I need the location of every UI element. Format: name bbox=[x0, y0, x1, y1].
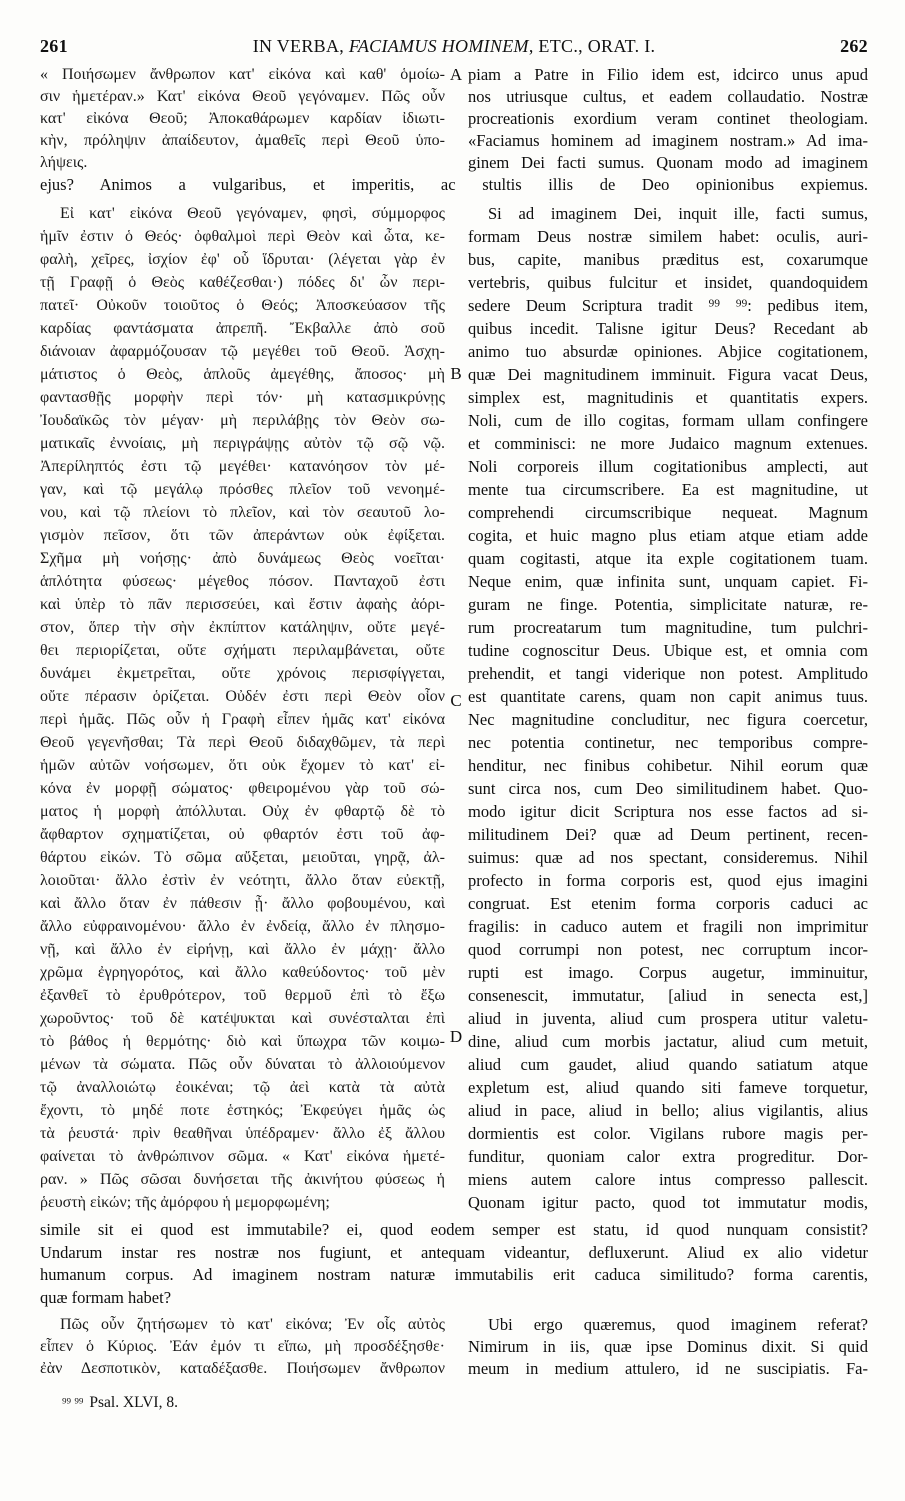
greek-column-closing bbox=[40, 1314, 445, 1380]
greek-text-line: ῥευστὴ εἰκών; τῆς ἀμόρφου ἡ μεμορφωμένη; bbox=[40, 1193, 330, 1211]
latin-text-line: quæ Dei magnitudinem imminuit. Figura vacat Deus, bbox=[468, 364, 868, 384]
latin-text-line: piam a Patre in Filio idem est, idcirco unus apud bbox=[468, 65, 868, 84]
latin-spanning-paragraph bbox=[40, 1219, 868, 1309]
latin-text-line: humanum corpus. Ad imaginem nostram naturæ immutabilis erit caduca similitudo? forma carentis, bbox=[40, 1265, 868, 1284]
greek-text-line: φαντασθῇς μορφὴν περὶ τόν· μὴ κατασμικρύνῃς bbox=[40, 388, 445, 406]
greek-text-line: σιν ἡμετέραν.» Κατ' εἰκόνα Θεοῦ γεγόναμεν. Πῶς οὖν bbox=[40, 88, 445, 105]
latin-text-line: Nimirum in iis, quæ ipse Dominus dixit. Si quid bbox=[468, 1337, 868, 1356]
running-header bbox=[40, 34, 868, 58]
latin-text-line: quam cogitasti, atque ita exple cogitationem tuam. bbox=[468, 548, 868, 568]
greek-text-line: ἐξανθεῖ τὸ ἐρυθρότερον, τοῦ θερμοῦ ἐπὶ τὸ ἔξω bbox=[40, 986, 445, 1004]
latin-text-line: Si ad imaginem Dei, inquit ille, facti sumus, bbox=[488, 203, 868, 223]
latin-text-line: bus, capite, manibus præditus est, coxarumque bbox=[468, 249, 868, 269]
latin-text-line: comprehendi circumscribique nequeat. Magnum bbox=[468, 502, 868, 522]
latin-column-closing bbox=[468, 1314, 868, 1380]
latin-column-main bbox=[468, 202, 868, 1214]
latin-text-line: procreationis exordium veram continet theologiam. bbox=[468, 109, 868, 128]
greek-text-line: καρδίας φαντάσματα ἀπρεπῆ. Ἔκβαλλε ἀπὸ σοῦ bbox=[40, 319, 445, 337]
greek-text-line: χρῶμα ἐγρηγορότος, καὶ ἄλλο καθεύδοντος· τοῦ μὲν bbox=[40, 963, 445, 981]
latin-text-line: est quantitate carens, quam non capit animus tuus. bbox=[468, 686, 868, 706]
greek-text-line: θάρτου εἰκών. Τὸ σῶμα αὔξεται, μειοῦται, γηρᾷ, ἀλ- bbox=[40, 848, 445, 866]
latin-text-line: Quonam igitur pacto, quod tot immutatur modis, bbox=[468, 1192, 868, 1212]
greek-text-line: ἔχοντι, τὸ μηδέ ποτε ἑστηκός; Ἐκφεύγει ἡμᾶς ὡς bbox=[40, 1101, 445, 1119]
latin-text-line: aliud cum gaudet, aliud quando satiatum atque bbox=[468, 1054, 868, 1074]
margin-letter-a: A bbox=[449, 65, 463, 84]
greek-text-line: τῷ ἀναλλοιώτῳ ἐοικέναι; τῷ ἀεὶ κατὰ τὰ αὐτὰ bbox=[40, 1078, 445, 1096]
latin-text-line: henditur, nec finibus cohibetur. Nihil eorum quæ bbox=[468, 755, 868, 775]
latin-text-line: profecto in forma corporis est, quod ejus imagini bbox=[468, 870, 868, 890]
running-title bbox=[253, 34, 656, 58]
greek-text-line: περὶ ἡμᾶς. Πῶς οὖν ἡ Γραφὴ εἶπεν ἡμᾶς κατ' εἰκόνα bbox=[40, 710, 445, 728]
latin-text-line: ginem Dei facti sumus. Quonam modo ad imaginem bbox=[468, 153, 868, 172]
latin-text-line: Noli corporeis illum cogitationibus amplecti, aut bbox=[468, 456, 868, 476]
greek-text-line: στον, ὅπερ τὴν σὴν ἐκπίπτον κατάληψιν, οὔτε μεγέ- bbox=[40, 618, 445, 636]
latin-text-line: expletum est, aliud quando siti fameve torquetur, bbox=[468, 1077, 868, 1097]
greek-text-line: τῇ Γραφῇ ὁ Θεὸς καθέζεσθαι·) πόδες δι' ὧν περι- bbox=[40, 273, 445, 291]
latin-text-line: tudine cognoscitur Deus. Ubique est, et omnia com bbox=[468, 640, 868, 660]
greek-text-line: Πῶς οὖν ζητήσωμεν τὸ κατ' εἰκόνα; Ἐν οἷς αὐτὸς bbox=[60, 1316, 445, 1333]
greek-text-line: ἄφθαρτον σχηματίζεται, οὐ φθαρτόν ἐστι τοῦ ἀφ- bbox=[40, 825, 445, 843]
greek-text-line: « Ποιήσωμεν ἄνθρωπον κατ' εἰκόνα καὶ καθ' ὁμοίω- bbox=[40, 66, 445, 83]
greek-column-main bbox=[40, 202, 445, 1214]
greek-column-intro bbox=[40, 64, 445, 174]
greek-text-line: ματικαῖς ἐννοίαις, μὴ περιγράψῃς αὐτὸν τῷ σῷ νῷ. bbox=[40, 434, 445, 452]
running-title-start: IN VERBA, bbox=[252, 36, 349, 56]
footnote-marker: ⁹⁹ ⁹⁹ bbox=[62, 1395, 84, 1410]
greek-text-line: ἡμῶν αὐτῶν νοήσωμεν, ὅτι οὐκ ἔχομεν τὸ κατ' εἰ- bbox=[40, 756, 445, 774]
running-title-italic: FACIAMUS HOMINEM bbox=[348, 36, 529, 56]
greek-text-line: τὰ ῥευστά· πρὶν θεαθῆναι ὑπέδραμεν· ἄλλο ἐξ ἄλλου bbox=[40, 1124, 445, 1142]
latin-text-line: cogita, et huic magno plus etiam atque etiam adde bbox=[468, 525, 868, 545]
running-title-end: , ETC., ORAT. I. bbox=[528, 36, 656, 56]
greek-text-line: οὔτε πέρασιν ὁρίζεται. Οὐδέν ἐστι περὶ Θεὸν οἷον bbox=[40, 687, 445, 705]
page-number-right: 262 bbox=[840, 36, 868, 56]
footnote bbox=[62, 1392, 178, 1414]
greek-text-line: νου, καὶ τῷ πλείονι τὸ πλεῖον, καὶ τὸν σεαυτοῦ λο- bbox=[40, 503, 445, 521]
latin-text-line: nos utriusque cultus, et eadem collaudatio. Nostræ bbox=[468, 87, 868, 106]
latin-text-line: fragilis: in caduco autem et fragili non imprimitur bbox=[468, 916, 868, 936]
latin-text-line: rupti est imago. Corpus augetur, imminuitur, bbox=[468, 962, 868, 982]
latin-text-line: ejus? Animos a vulgaribus, et imperitis, ac stultis illis de Deo opinionibus expiemus. bbox=[40, 175, 868, 194]
greek-text-line: γαν, καὶ τῷ μεγάλῳ πρόσθες πλεῖον τοῦ νενοημέ- bbox=[40, 480, 445, 498]
greek-text-line: πατεῖ· Οὐκοῦν τοιοῦτος ὁ Θεός; Ἀποσκεύασον τῆς bbox=[40, 296, 445, 314]
latin-text-line: meum in medium attulero, id ne suscipiatis. Fa- bbox=[468, 1359, 868, 1378]
greek-text-line: Θεοῦ γεγενῆσθαι; Τὰ περὶ Θεοῦ διδαχθῶμεν, τὰ περὶ bbox=[40, 733, 445, 751]
latin-text-line: Nec magnitudine concluditur, nec figura coercetur, bbox=[468, 709, 868, 729]
latin-text-line: formam Deus nostræ similem habet: oculis, auri- bbox=[468, 226, 868, 246]
latin-text-line: guram ne finge. Potentia, simplicitate naturæ, re- bbox=[468, 594, 868, 614]
greek-text-line: ἡμῖν ἐστιν ὁ Θεός· ὀφθαλμοὶ περὶ Θεὸν καὶ ὦτα, κε- bbox=[40, 227, 445, 245]
margin-letter-d: D bbox=[449, 1027, 463, 1046]
latin-text-line: miens autem calore intus compresso pallescit. bbox=[468, 1169, 868, 1189]
greek-text-line: διάνοιαν ἀφαρμόζουσαν τῷ μεγέθει τοῦ Θεοῦ. Ἀσχη- bbox=[40, 342, 445, 360]
latin-text-line: «Faciamus hominem ad imaginem nostram.» Ad ima- bbox=[468, 131, 868, 150]
latin-text-line: rum procreatarum tum magnitudine, tum pulchri- bbox=[468, 617, 868, 637]
greek-text-line: φαλὴ, χεῖρες, ἰσχίον ἐφ' οὗ ἵδρυται· (λέγεται γὰρ ἐν bbox=[40, 250, 445, 268]
latin-text-line: vertebris, quibus fulcitur et insidet, quandoquidem bbox=[468, 272, 868, 292]
latin-text-line: prehendit, et tangi viderique non potest. Amplitudo bbox=[468, 663, 868, 683]
latin-text-line: aliud in juventa, aliud cum prospera utitur valetu- bbox=[468, 1008, 868, 1028]
latin-text-line: dormientis est color. Vigilans rubore magis per- bbox=[468, 1123, 868, 1143]
latin-text-line: simile sit ei quod est immutabile? ei, quod eodem semper est statu, id quod nunquam consistit? bbox=[40, 1220, 868, 1239]
latin-text-line: quod corrumpi non potest, nec corruptum incor- bbox=[468, 939, 868, 959]
greek-text-line: κόνα ἐν μορφῇ σώματος· φθειρομένου γὰρ τοῦ σώ- bbox=[40, 779, 445, 797]
greek-text-line: φαίνεται τὸ ἀνθρώπινον σῶμα. « Κατ' εἰκόνα ἡμετέ- bbox=[40, 1147, 445, 1165]
latin-text-line: Neque enim, quæ infinita sunt, unquam capiet. Fi- bbox=[468, 571, 868, 591]
greek-text-line: Σχῆμα μὴ νοήσῃς· ἀπὸ δυνάμεως Θεὸς νοεῖται· bbox=[40, 549, 445, 567]
footnote-text: Psal. XLVI, 8. bbox=[89, 1394, 178, 1411]
greek-text-line: χωροῦντος· τοῦ δὲ κατέψυκται καὶ συνέσταλται ἐπὶ bbox=[40, 1009, 445, 1027]
latin-text-line: sunt circa nos, cum Deo similitudinem habet. Quo- bbox=[468, 778, 868, 798]
greek-text-line: τὸ βάθος ἡ θερμότης· διὸ καὶ ὕπωχρα τῶν κοιμω- bbox=[40, 1032, 445, 1050]
greek-text-line: μένων τὰ σώματα. Πῶς οὖν δύναται τὸ ἀλλοιούμενον bbox=[40, 1055, 445, 1073]
latin-text-line: aliud in pace, aliud in bello; alius vigilantis, alius bbox=[468, 1100, 868, 1120]
greek-text-line: εἶπεν ὁ Κύριος. Ἐάν ἐμόν τι εἴπω, μὴ προσδέξησθε· bbox=[40, 1338, 445, 1355]
greek-text-line: ραν. » Πῶς σῶσαι δυνήσεται τῆς ἀκινήτου φύσεως ἡ bbox=[40, 1170, 445, 1188]
greek-text-line: ἁπλότητα φύσεως· μέγεθος πόσον. Πανταχοῦ ἐστι bbox=[40, 572, 445, 590]
latin-text-line: animo tuo absurdæ opiniones. Abjice cogitationem, bbox=[468, 341, 868, 361]
latin-text-line: quibus incedit. Talisne igitur Deus? Recedant ab bbox=[468, 318, 868, 338]
latin-text-line: sedere Deum Scriptura tradit ⁹⁹ ⁹⁹: pedibus item, bbox=[468, 295, 868, 315]
latin-text-line: simplex est, magnitudinis et quantitatis expers. bbox=[468, 387, 868, 407]
greek-text-line: θει περιορίζεται, οὔτε σχήματι περιλαμβάνεται, οὔτε bbox=[40, 641, 445, 659]
greek-text-line: γισμὸν πεῖσον, ὅτι τῶν ἀπεράντων οὐκ ἐφίξεται. bbox=[40, 526, 445, 544]
greek-text-line: κὴν, πρόληψιν ἀπαίδευτον, ἀμαθεῖς περὶ Θεοῦ ὑπο- bbox=[40, 132, 445, 149]
latin-text-line: dine, aliud cum morbis jactatur, aliud cum metuit, bbox=[468, 1031, 868, 1051]
greek-text-line: καὶ ὑπὲρ τὸ πᾶν περισσεύει, καὶ ἔστιν ἀφαὴς ἀόρι- bbox=[40, 595, 445, 613]
latin-text-line: mente tua circumscribere. Ea est magnitudine, ut bbox=[468, 479, 868, 499]
latin-text-line: nec potentia continetur, nec temporibus compre- bbox=[468, 732, 868, 752]
greek-text-line: ματος ἡ μορφὴ ἀπόλλυται. Οὐχ ἐν φθαρτῷ δὲ τὸ bbox=[40, 802, 445, 820]
greek-text-line: δυνάμει ἐκμετρεῖται, οὔτε χρόνοις περισφίγγεται, bbox=[40, 664, 445, 682]
greek-text-line: ἐὰν Δεσποτικὸν, καταδέξασθε. Ποιήσωμεν ἄνθρωπον bbox=[40, 1360, 445, 1377]
latin-text-line: congruat. Est etenim forma corporis caduci ac bbox=[468, 893, 868, 913]
latin-text-line: Undarum instar res nostræ nos fugiunt, et antequam videantur, defluxerunt. Aliud ex alio videtur bbox=[40, 1242, 868, 1262]
latin-text-line: militudinem Dei? quæ ad Deum pertinent, recen- bbox=[468, 824, 868, 844]
latin-spanning-line bbox=[40, 174, 868, 196]
latin-text-line: et comminisci: ne more Judaico magnum extenues. bbox=[468, 433, 868, 453]
latin-column-intro bbox=[468, 64, 868, 174]
greek-text-line: λήψεις. bbox=[40, 154, 88, 171]
latin-text-line: funditur, quoniam calor extra progreditur. Dor- bbox=[468, 1146, 868, 1166]
greek-text-line: καὶ ἄλλο ὅταν ἐν πάθεσιν ᾖ· ἄλλο φοβουμένου, καὶ bbox=[40, 894, 445, 912]
latin-text-line: suimus: quæ ad nos spectant, consideremus. Nihil bbox=[468, 847, 868, 867]
greek-text-line: μάτιστος ὁ Θεὸς, ἁπλοῦς ἀμεγέθης, ἄποσος· μὴ bbox=[40, 365, 445, 383]
latin-text-line: quæ formam habet? bbox=[40, 1287, 172, 1307]
greek-text-line: λοιοῦται· ἄλλο ἐστὶν ἐν νεότητι, ἄλλο ὅταν εὐεκτῇ, bbox=[40, 871, 445, 889]
greek-text-line: κατ' εἰκόνα Θεοῦ; Ἀποκαθάρωμεν καρδίαν ἰδιωτι- bbox=[40, 110, 445, 127]
greek-text-line: Ἰουδαϊκῶς τὸν μέγαν· μὴ περιλάβῃς τὸν Θεὸν σω- bbox=[40, 411, 445, 429]
page-number-left: 261 bbox=[40, 36, 68, 56]
greek-text-line: νῇ, καὶ ἄλλο ἐν εἰρήνῃ, καὶ ἄλλο ἐν μάχῃ· ἄλλο bbox=[40, 940, 445, 958]
latin-text-line: Ubi ergo quæremus, quod imaginem referat? bbox=[488, 1315, 868, 1334]
greek-text-line: Ἀπερίληπτός ἐστι τῷ μεγέθει· κατανόησον τὸν μέ- bbox=[40, 457, 445, 475]
margin-letter-c: C bbox=[450, 691, 462, 710]
margin-letter-b: B bbox=[450, 364, 462, 383]
latin-text-line: modo igitur dicit Scriptura nos esse factos ad si- bbox=[468, 801, 868, 821]
latin-text-line: Noli, cum de illo cogitas, formam ullam confingere bbox=[468, 410, 868, 430]
greek-text-line: Εἰ κατ' εἰκόνα Θεοῦ γεγόναμεν, φησὶ, σύμμορφος bbox=[60, 204, 445, 222]
latin-text-line: consenescit, immutatur, [aliud in senecta est,] bbox=[468, 985, 868, 1005]
greek-text-line: ἄλλο εὐφραινομένου· ἄλλο ἐν ἐνδείᾳ, ἄλλο ἐν πλησμο- bbox=[40, 917, 445, 935]
